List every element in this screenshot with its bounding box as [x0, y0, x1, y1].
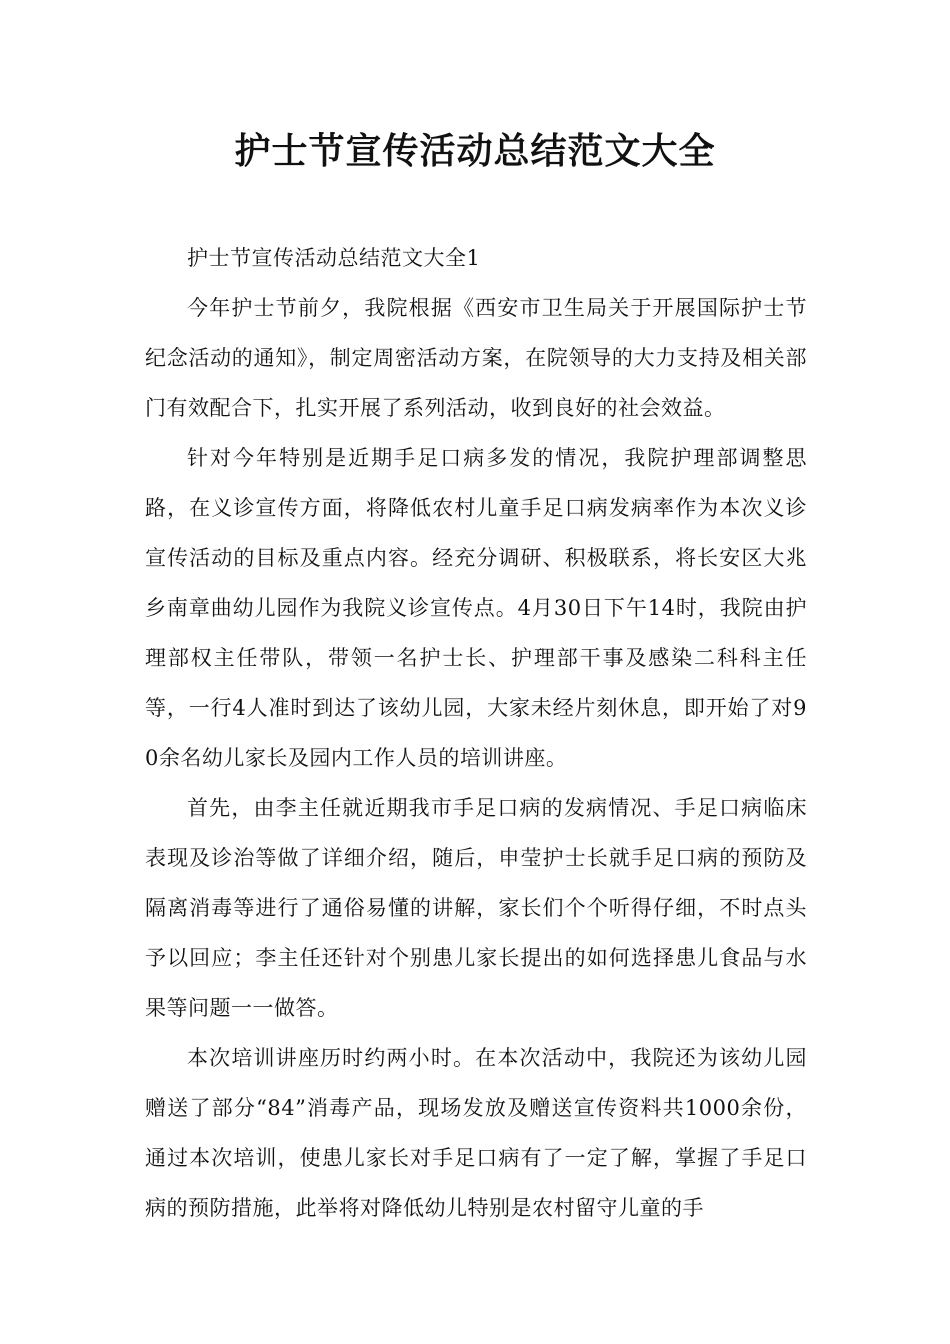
- paragraph-1: 今年护士节前夕，我院根据《西安市卫生局关于开展国际护士节纪念活动的通知》，制定周密活动方案，在院领导的大力支持及相关部门有效配合下，扎实开展了系列活动，收到良好的社会效益。: [145, 296, 807, 420]
- paragraph-2: 针对今年特别是近期手足口病多发的情况，我院护理部调整思路，在义诊宣传方面，将降低农村儿童手足口病发病率作为本次义诊宣传活动的目标及重点内容。经充分调研、积极联系，将长安区大兆乡南章曲幼儿园作为我院义诊宣传点。4月30日下午14时，我院由护理部权主任带队，带领一名护士长、护理部干事及感染二科科主任等，一行4人准时到达了该幼儿园，大家未经片刻休息，即开始了对90余名幼儿家长及园内工作人员的培训讲座。: [145, 446, 807, 770]
- document-title: 护士节宣传活动总结范文大全: [234, 131, 716, 172]
- document-body: [145, 233, 807, 1233]
- paragraph-subtitle: 护士节宣传活动总结范文大全1: [187, 246, 481, 270]
- paragraph-3: 首先，由李主任就近期我市手足口病的发病情况、手足口病临床表现及诊治等做了详细介绍，随后，申莹护士长就手足口病的预防及隔离消毒等进行了通俗易懂的讲解，家长们个个听得仔细，不时点头予以回应；李主任还针对个别患儿家长提出的如何选择患儿食品与水果等问题一一做答。: [145, 796, 807, 1020]
- paragraph-4: 本次培训讲座历时约两小时。在本次活动中，我院还为该幼儿园赠送了部分“84”消毒产品，现场发放及赠送宣传资料共1000余份，通过本次培训，使患儿家长对手足口病有了一定了解，掌握了手足口病的预防措施，此举将对降低幼儿特别是农村留守儿童的手: [145, 1046, 807, 1220]
